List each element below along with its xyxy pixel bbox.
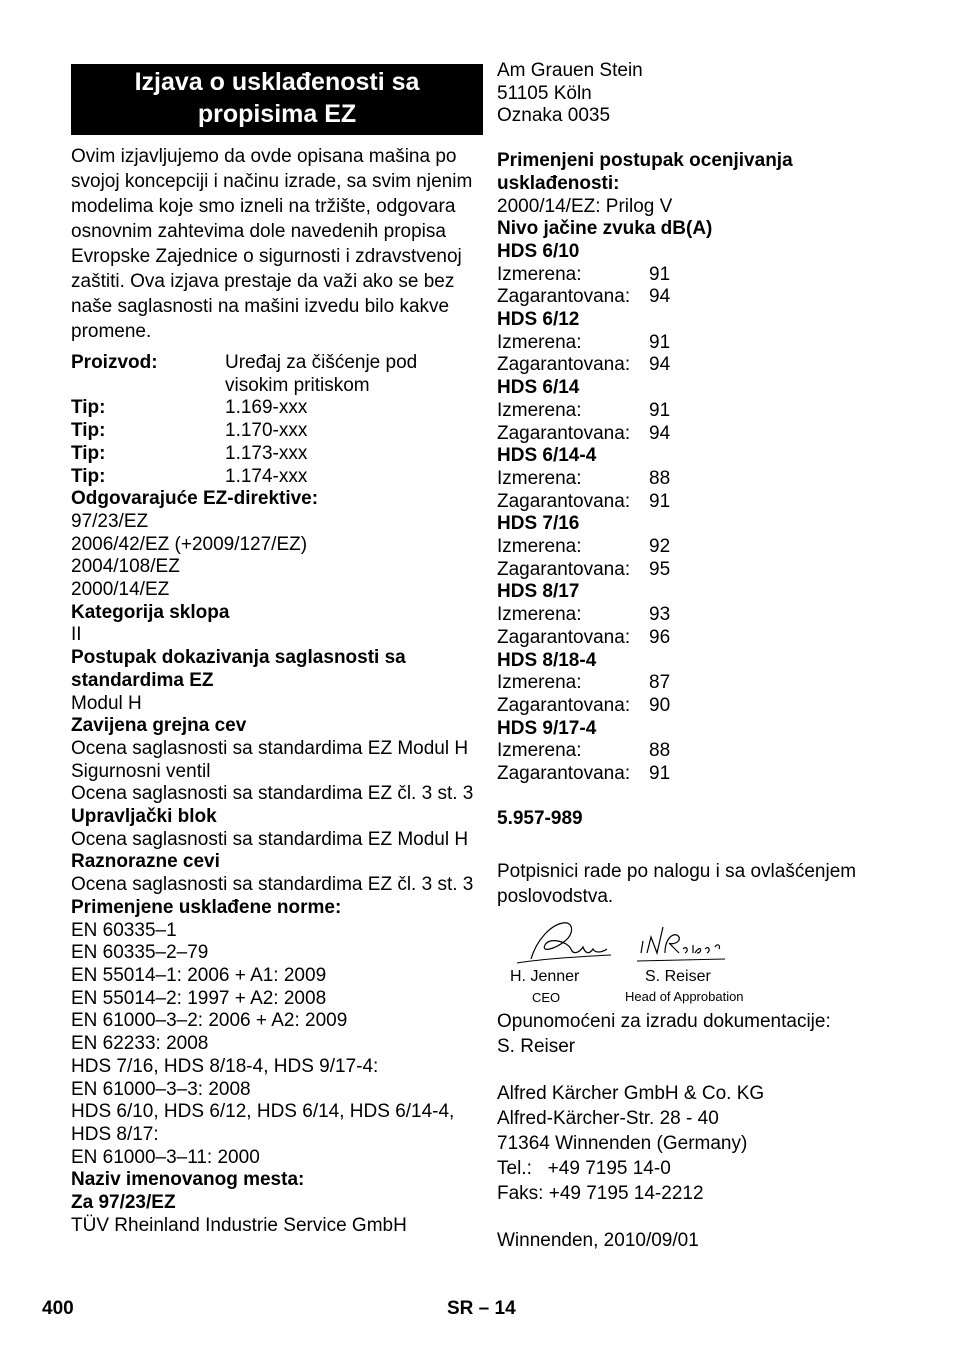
- signatory-role: CEO: [532, 989, 561, 1005]
- directive-item: 2004/108/EZ: [71, 556, 180, 578]
- signatory-name: S. Reiser: [645, 967, 711, 985]
- sound-model-name: HDS 7/16: [497, 513, 580, 535]
- sound-measured-row: [497, 740, 897, 763]
- company-name: Alfred Kärcher GmbH & Co. KG: [497, 1082, 765, 1104]
- assessment-heading-line2: usklađenosti:: [497, 172, 620, 194]
- notified-body-address: Oznaka 0035: [497, 105, 611, 127]
- sound-guaranteed-row: [497, 559, 897, 582]
- sound-measured-value: 91: [649, 331, 671, 353]
- sound-model-name: HDS 8/17: [497, 581, 580, 603]
- sound-level-list: [497, 241, 897, 786]
- heating-coil-heading: Zavijena grejna cev: [71, 715, 247, 737]
- product-section: [71, 352, 483, 488]
- doc-number: 5.957-989: [497, 807, 583, 829]
- notified-body-address: 51105 Köln: [497, 82, 592, 104]
- sound-guaranteed-label: Zagarantovana:: [497, 286, 631, 308]
- type-row: [71, 420, 483, 443]
- signatory-role: Head of Approbation: [625, 988, 744, 1004]
- signatories-text: Potpisnici rade po nalogu i sa ovlašćenjem poslovodstva.: [497, 860, 857, 907]
- sound-guaranteed-value: 95: [649, 558, 671, 580]
- product-value-line2: visokim pritiskom: [225, 374, 370, 396]
- norm-item: EN 61000–3–2: 2006 + A2: 2009: [71, 1010, 348, 1032]
- sound-measured-label: Izmerena:: [497, 399, 582, 421]
- sound-heading: Nivo jačine zvuka dB(A): [497, 218, 713, 240]
- assessment-value: 2000/14/EZ: Prilog V: [497, 195, 673, 217]
- type-value: 1.174-xxx: [225, 465, 308, 487]
- notified-body-name: TÜV Rheinland Industrie Service GmbH: [71, 1214, 407, 1236]
- sound-guaranteed-label: Zagarantovana:: [497, 626, 631, 648]
- control-block-value: Ocena saglasnosti sa standardima EZ Modul H: [71, 828, 469, 850]
- sound-guaranteed-row: [497, 695, 897, 718]
- sound-guaranteed-label: Zagarantovana:: [497, 354, 631, 376]
- company-tel: Tel.: +49 7195 14-0: [497, 1157, 671, 1179]
- sound-measured-label: Izmerena:: [497, 604, 582, 626]
- type-label: Tip:: [71, 420, 106, 442]
- type-label: Tip:: [71, 442, 106, 464]
- norm-item: EN 55014–2: 1997 + A2: 2008: [71, 987, 327, 1009]
- procedure-value: Modul H: [71, 692, 142, 714]
- sound-guaranteed-label: Zagarantovana:: [497, 694, 631, 716]
- pipes-heading: Raznorazne cevi: [71, 851, 220, 873]
- norms-heading: Primenjene usklađene norme:: [71, 896, 342, 918]
- procedure-heading-line2: standardima EZ: [71, 669, 214, 691]
- right-column: [497, 60, 897, 1253]
- safety-valve-value: Ocena saglasnosti sa standardima EZ čl. 3 st. 3: [71, 783, 474, 805]
- sound-measured-label: Izmerena:: [497, 672, 582, 694]
- norm-item: HDS 7/16, HDS 8/18-4, HDS 9/17-4:: [71, 1055, 379, 1077]
- sound-measured-row: [497, 332, 897, 355]
- sound-measured-label: Izmerena:: [497, 740, 582, 762]
- sound-guaranteed-value: 90: [649, 694, 671, 716]
- category-heading: Kategorija sklopa: [71, 601, 230, 623]
- sound-measured-row: [497, 672, 897, 695]
- sound-measured-value: 91: [649, 263, 671, 285]
- authorized-line2: S. Reiser: [497, 1035, 576, 1057]
- type-label: Tip:: [71, 465, 106, 487]
- product-value-line1: Uređaj za čišćenje pod: [225, 352, 418, 373]
- norm-item: EN 55014–1: 2006 + A1: 2009: [71, 964, 327, 986]
- signature-jenner: [511, 919, 621, 967]
- sound-measured-row: [497, 264, 897, 287]
- type-value: 1.173-xxx: [225, 442, 308, 464]
- sound-guaranteed-value: 96: [649, 626, 671, 648]
- assessment-heading-line1: Primenjeni postupak ocenjivanja: [497, 150, 793, 172]
- sound-model-name: HDS 9/17-4: [497, 717, 597, 739]
- directive-item: 2006/42/EZ (+2009/127/EZ): [71, 533, 308, 555]
- notified-body-sub: Za 97/23/EZ: [71, 1192, 176, 1214]
- sound-model-name: HDS 8/18-4: [497, 649, 597, 671]
- sound-measured-value: 88: [649, 467, 671, 489]
- sound-measured-label: Izmerena:: [497, 331, 582, 353]
- company-city: 71364 Winnenden (Germany): [497, 1132, 748, 1154]
- sound-guaranteed-row: [497, 491, 897, 514]
- sound-guaranteed-row: [497, 763, 897, 786]
- norm-item: EN 61000–3–3: 2008: [71, 1078, 251, 1100]
- place-date: Winnenden, 2010/09/01: [497, 1229, 699, 1251]
- company-street: Alfred-Kärcher-Str. 28 - 40: [497, 1107, 719, 1129]
- authorized-line1: Opunomoćeni za izradu dokumentacije:: [497, 1010, 831, 1032]
- directive-item: 2000/14/EZ: [71, 579, 170, 601]
- sound-guaranteed-label: Zagarantovana:: [497, 558, 631, 580]
- notified-body-address: Am Grauen Stein: [497, 60, 643, 81]
- type-label: Tip:: [71, 397, 106, 419]
- sound-guaranteed-row: [497, 423, 897, 446]
- signatory-name: H. Jenner: [510, 967, 580, 985]
- norm-item: HDS 6/10, HDS 6/12, HDS 6/14, HDS 6/14-4,: [71, 1101, 455, 1123]
- sound-measured-row: [497, 400, 897, 423]
- signature-reiser: [635, 923, 731, 967]
- sound-guaranteed-value: 94: [649, 422, 671, 444]
- safety-valve-heading: Sigurnosni ventil: [71, 760, 211, 782]
- sound-measured-value: 87: [649, 672, 671, 694]
- company-fax: Faks: +49 7195 14-2212: [497, 1182, 704, 1204]
- type-row: [71, 397, 483, 420]
- sound-measured-row: [497, 468, 897, 491]
- norm-item: HDS 8/17:: [71, 1123, 159, 1145]
- sound-measured-value: 92: [649, 536, 671, 558]
- norm-item: EN 62233: 2008: [71, 1033, 209, 1055]
- sound-guaranteed-row: [497, 286, 897, 309]
- category-value: II: [71, 624, 82, 646]
- sound-measured-label: Izmerena:: [497, 263, 582, 285]
- section-label: SR – 14: [447, 1298, 516, 1319]
- sound-guaranteed-row: [497, 354, 897, 377]
- sound-guaranteed-value: 94: [649, 354, 671, 376]
- heating-coil-value: Ocena saglasnosti sa standardima EZ Modul H: [71, 737, 469, 759]
- norm-item: EN 60335–1: [71, 919, 177, 941]
- sound-guaranteed-label: Zagarantovana:: [497, 763, 631, 785]
- norm-item: EN 61000–3–11: 2000: [71, 1146, 260, 1168]
- sound-measured-row: [497, 536, 897, 559]
- sound-model-name: HDS 6/14-4: [497, 445, 597, 467]
- directive-item: 97/23/EZ: [71, 510, 149, 532]
- notified-body-heading: Naziv imenovanog mesta:: [71, 1169, 305, 1191]
- control-block-heading: Upravljački blok: [71, 806, 217, 828]
- sound-measured-value: 88: [649, 740, 671, 762]
- sound-model-name: HDS 6/10: [497, 240, 580, 262]
- pipes-value: Ocena saglasnosti sa standardima EZ čl. 3 st. 3: [71, 874, 474, 896]
- type-value: 1.169-xxx: [225, 397, 308, 419]
- sound-measured-label: Izmerena:: [497, 467, 582, 489]
- sound-guaranteed-row: [497, 627, 897, 650]
- sound-measured-row: [497, 604, 897, 627]
- norm-item: EN 60335–2–79: [71, 942, 209, 964]
- intro-paragraph: Ovim izjavljujemo da ovde opisana mašina po svojoj koncepciji i načinu izrade, sa svim njenim modelima koje smo izneli na tržište, odgovara osnovnim zahtevima dole navedenih propisa Evropske Zajednice o sigurnosti i zdravstvenoj zaštiti. Ova izjava prestaje da važi ako se bez naše saglasnosti na mašini izvedu bilo kakve promene.: [71, 146, 473, 342]
- sound-guaranteed-value: 94: [649, 286, 671, 308]
- sound-guaranteed-label: Zagarantovana:: [497, 490, 631, 512]
- page-number: 400: [42, 1298, 74, 1319]
- sound-guaranteed-value: 91: [649, 763, 671, 785]
- product-label: Proizvod:: [71, 352, 158, 373]
- procedure-heading-line1: Postupak dokazivanja saglasnosti sa: [71, 647, 406, 669]
- sound-guaranteed-label: Zagarantovana:: [497, 422, 631, 444]
- directives-heading: Odgovarajuće EZ-direktive:: [71, 488, 319, 510]
- sound-model-name: HDS 6/14: [497, 377, 580, 399]
- sound-measured-label: Izmerena:: [497, 536, 582, 558]
- type-row: [71, 466, 483, 489]
- sound-model-name: HDS 6/12: [497, 309, 580, 331]
- page-title: Izjava o usklađenosti sa propisima EZ: [71, 64, 483, 135]
- left-column: [71, 64, 483, 1237]
- sound-guaranteed-value: 91: [649, 490, 671, 512]
- signature-block: [497, 919, 897, 1009]
- type-row: [71, 443, 483, 466]
- sound-measured-value: 93: [649, 604, 671, 626]
- type-value: 1.170-xxx: [225, 420, 308, 442]
- sound-measured-value: 91: [649, 399, 671, 421]
